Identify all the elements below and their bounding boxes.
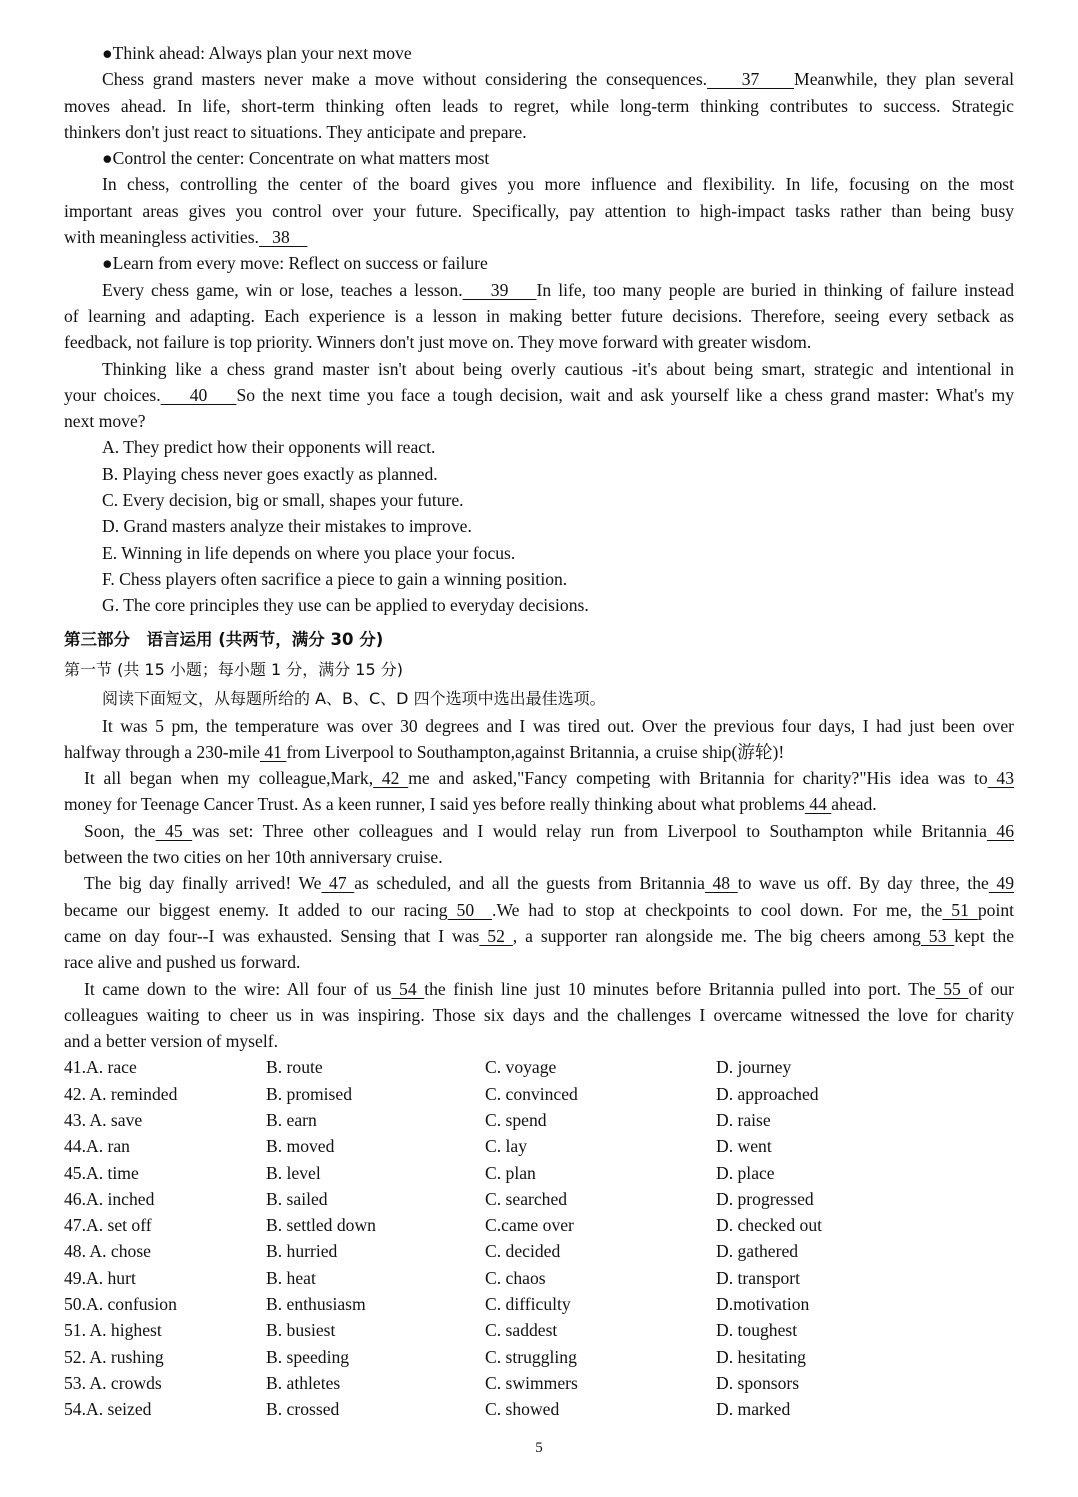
choice-row-50 xyxy=(64,1291,1014,1317)
choice-b: B. speeding xyxy=(266,1346,350,1367)
choice-b: B. busiest xyxy=(266,1320,336,1341)
reading-passage xyxy=(64,40,1014,434)
blank-37: 37 xyxy=(707,69,795,90)
instruction-text: 阅读下面短文，从每题所给的 A、B、C、D 四个选项中选出最佳选项。 xyxy=(102,688,606,708)
blank-51: 51 xyxy=(942,899,978,920)
blank-42: 42 xyxy=(373,768,409,789)
section-heading-learn: ●Learn from every move: Reflect on success or failure xyxy=(102,253,488,274)
choice-a: 47.A. set off xyxy=(64,1215,152,1236)
paragraph-line: with meaningless activities. 38 xyxy=(64,227,308,248)
choice-row-51 xyxy=(64,1317,1014,1343)
choice-b: B. sailed xyxy=(266,1188,328,1209)
section-subheading: 第一节 (共 15 小题；每小题 1 分，满分 15 分) xyxy=(64,659,403,679)
paragraph-line: race alive and pushed us forward. xyxy=(64,952,301,973)
option-list xyxy=(64,434,1014,618)
choice-c: C. difficulty xyxy=(485,1294,571,1315)
choice-row-52 xyxy=(64,1344,1014,1370)
choice-row-45 xyxy=(64,1160,1014,1186)
choice-b: B. earn xyxy=(266,1109,317,1130)
choice-d: D. hesitating xyxy=(716,1346,806,1367)
blank-41: 41 xyxy=(259,741,287,762)
choice-a: 43. A. save xyxy=(64,1109,143,1130)
choice-c: C. saddest xyxy=(485,1320,558,1341)
paragraph-line: important areas gives you control over your future. Specifically, pay attention to high-impact tasks rather than being busy xyxy=(64,200,1014,221)
option-f: F. Chess players often sacrifice a piece to gain a winning position. xyxy=(102,568,568,589)
choice-a: 53. A. crowds xyxy=(64,1372,162,1393)
blank-40: 40 xyxy=(160,384,237,405)
choice-d: D. marked xyxy=(716,1399,791,1420)
page-number: 5 xyxy=(535,1440,543,1456)
choice-d: D. toughest xyxy=(716,1320,798,1341)
choice-d: D. raise xyxy=(716,1109,771,1130)
choice-a: 42. A. reminded xyxy=(64,1083,178,1104)
answer-choices xyxy=(64,1054,1014,1422)
choice-d: D.motivation xyxy=(716,1294,810,1315)
choice-c: C. struggling xyxy=(485,1346,577,1367)
blank-53: 53 xyxy=(920,925,955,946)
choice-a: 41.A. race xyxy=(64,1057,137,1078)
choice-b: B. crossed xyxy=(266,1399,340,1420)
paragraph-line: thinkers don't just react to situations. They anticipate and prepare. xyxy=(64,121,527,142)
option-a: A. They predict how their opponents will react. xyxy=(102,437,436,458)
paragraph-line: In chess, controlling the center of the board gives you more influence and flexibility. In life, focusing on the most xyxy=(102,174,1014,195)
choice-d: D. progressed xyxy=(716,1188,814,1209)
blank-45: 45 xyxy=(155,820,193,841)
paragraph-line: Soon, the 45 was set: Three other colleagues and I would relay run from Liverpool to Southampton while Britannia 46 xyxy=(84,820,1015,841)
blank-49: 49 xyxy=(988,873,1015,894)
blank-55: 55 xyxy=(935,978,969,999)
choice-b: B. route xyxy=(266,1057,323,1078)
choice-c: C.came over xyxy=(485,1215,574,1236)
blank-39: 39 xyxy=(462,279,537,300)
choice-d: D. gathered xyxy=(716,1241,799,1262)
choice-row-46 xyxy=(64,1186,1014,1212)
paragraph-line: money for Teenage Cancer Trust. As a keen runner, I said yes before really thinking about what problems 44 ahead. xyxy=(64,794,877,815)
choice-c: C. spend xyxy=(485,1109,547,1130)
paragraph-line: next move? xyxy=(64,411,146,432)
choice-b: B. moved xyxy=(266,1136,335,1157)
choice-d: D. checked out xyxy=(716,1215,823,1236)
blank-38: 38 xyxy=(258,227,308,248)
choice-c: C. voyage xyxy=(485,1057,557,1078)
option-d: D. Grand masters analyze their mistakes to improve. xyxy=(102,516,472,537)
paragraph-line: halfway through a 230-mile 41 from Liverpool to Southampton,against Britannia, a cruise ship(游轮)! xyxy=(64,741,785,762)
blank-52: 52 xyxy=(479,925,513,946)
choice-row-42 xyxy=(64,1081,1014,1107)
choice-d: D. sponsors xyxy=(716,1372,800,1393)
choice-row-53 xyxy=(64,1370,1014,1396)
choice-c: C. convinced xyxy=(485,1083,578,1104)
blank-50: 50 xyxy=(447,899,493,920)
choice-b: B. heat xyxy=(266,1267,316,1288)
choice-b: B. hurried xyxy=(266,1241,338,1262)
paragraph-line: The big day finally arrived! We 47 as scheduled, and all the guests from Britannia 48 to wave us off. By day three, the 49 xyxy=(84,873,1015,894)
choice-row-49 xyxy=(64,1265,1014,1291)
choice-c: C. showed xyxy=(485,1399,560,1420)
choice-c: C. swimmers xyxy=(485,1372,578,1393)
section-heading-control-center: ●Control the center: Concentrate on what matters most xyxy=(102,148,490,169)
choice-b: B. promised xyxy=(266,1083,353,1104)
blank-44: 44 xyxy=(804,794,832,815)
paragraph-line: Chess grand masters never make a move without considering the consequences. 37 Meanwhile, they plan several xyxy=(102,69,1015,90)
paragraph-line: your choices. 40 So the next time you face a tough decision, wait and ask yourself like a chess grand master: What's my xyxy=(64,384,1014,405)
choice-b: B. level xyxy=(266,1162,321,1183)
exam-page xyxy=(64,40,1014,1423)
blank-48: 48 xyxy=(704,873,738,894)
choice-d: D. place xyxy=(716,1162,775,1183)
choice-a: 52. A. rushing xyxy=(64,1346,164,1367)
choice-c: C. lay xyxy=(485,1136,528,1157)
paragraph-line: Thinking like a chess grand master isn't about being overly cautious -it's about being smart, strategic and intentional in xyxy=(102,358,1014,379)
choice-a: 49.A. hurt xyxy=(64,1267,136,1288)
choice-row-48 xyxy=(64,1238,1014,1264)
choice-c: C. searched xyxy=(485,1188,568,1209)
choice-d: D. went xyxy=(716,1136,772,1157)
paragraph-line: feedback, not failure is top priority. Winners don't just move on. They move forward with greater wisdom. xyxy=(64,332,812,353)
choice-d: D. transport xyxy=(716,1267,801,1288)
choice-c: C. decided xyxy=(485,1241,561,1262)
option-b: B. Playing chess never goes exactly as planned. xyxy=(102,463,438,484)
paragraph-line: and a better version of myself. xyxy=(64,1031,278,1052)
choice-row-44 xyxy=(64,1133,1014,1159)
choice-row-41 xyxy=(64,1054,1014,1080)
paragraph-line: came on day four--I was exhausted. Sensing that I was 52 , a supporter ran alongside me. The big cheers among 53 kept the xyxy=(64,925,1015,946)
paragraph-line: moves ahead. In life, short-term thinking often leads to regret, while long-term thinking contributes to success. Strategic xyxy=(64,95,1014,116)
part-heading: 第三部分 语言运用 (共两节，满分 30 分) xyxy=(64,629,384,649)
choice-b: B. athletes xyxy=(266,1372,341,1393)
option-e: E. Winning in life depends on where you place your focus. xyxy=(102,542,516,563)
choice-row-54 xyxy=(64,1396,1014,1422)
section-heading-think-ahead: ●Think ahead: Always plan your next move xyxy=(102,43,412,63)
paragraph-line: between the two cities on her 10th anniversary cruise. xyxy=(64,847,443,868)
choice-a: 48. A. chose xyxy=(64,1241,151,1262)
choice-b: B. enthusiasm xyxy=(266,1294,366,1315)
choice-a: 54.A. seized xyxy=(64,1399,152,1420)
choice-row-47 xyxy=(64,1212,1014,1238)
choice-c: C. plan xyxy=(485,1162,536,1183)
paragraph-line: Every chess game, win or lose, teaches a lesson. 39 In life, too many people are buried in thinking of failure instead xyxy=(102,279,1015,300)
choice-a: 51. A. highest xyxy=(64,1320,162,1341)
choice-a: 50.A. confusion xyxy=(64,1294,177,1315)
paragraph-line: It was 5 pm, the temperature was over 30 degrees and I was tired out. Over the previous four days, I had just been over xyxy=(102,715,1014,736)
paragraph-line: of learning and adapting. Each experience is a lesson in making better future decisions. Therefore, seeing every setback as xyxy=(64,305,1014,326)
blank-43: 43 xyxy=(987,768,1014,789)
blank-46: 46 xyxy=(986,820,1015,841)
paragraph-line: became our biggest enemy. It added to our racing 50 .We had to stop at checkpoints to cool down. For me, the 51 point xyxy=(64,899,1015,920)
choice-a: 45.A. time xyxy=(64,1162,139,1183)
option-g: G. The core principles they use can be applied to everyday decisions. xyxy=(102,595,589,616)
choice-d: D. approached xyxy=(716,1083,819,1104)
choice-d: D. journey xyxy=(716,1057,792,1078)
choice-a: 44.A. ran xyxy=(64,1136,130,1157)
choice-c: C. chaos xyxy=(485,1267,546,1288)
blank-54: 54 xyxy=(391,978,425,999)
paragraph-line: It all began when my colleague,Mark, 42 me and asked,"Fancy competing with Britannia for charity?"His idea was to 43 xyxy=(84,768,1014,789)
choice-b: B. settled down xyxy=(266,1215,376,1236)
choice-row-43 xyxy=(64,1107,1014,1133)
option-c: C. Every decision, big or small, shapes your future. xyxy=(102,490,464,511)
blank-47: 47 xyxy=(321,873,355,894)
choice-a: 46.A. inched xyxy=(64,1188,155,1209)
paragraph-line: It came down to the wire: All four of us 54 the finish line just 10 minutes before Britannia pulled into port. The 55 of our xyxy=(84,978,1015,999)
cloze-passage xyxy=(64,713,1014,1055)
paragraph-line: colleagues waiting to cheer us in was inspiring. Those six days and the challenges I overcame witnessed the love for charity xyxy=(64,1004,1014,1025)
